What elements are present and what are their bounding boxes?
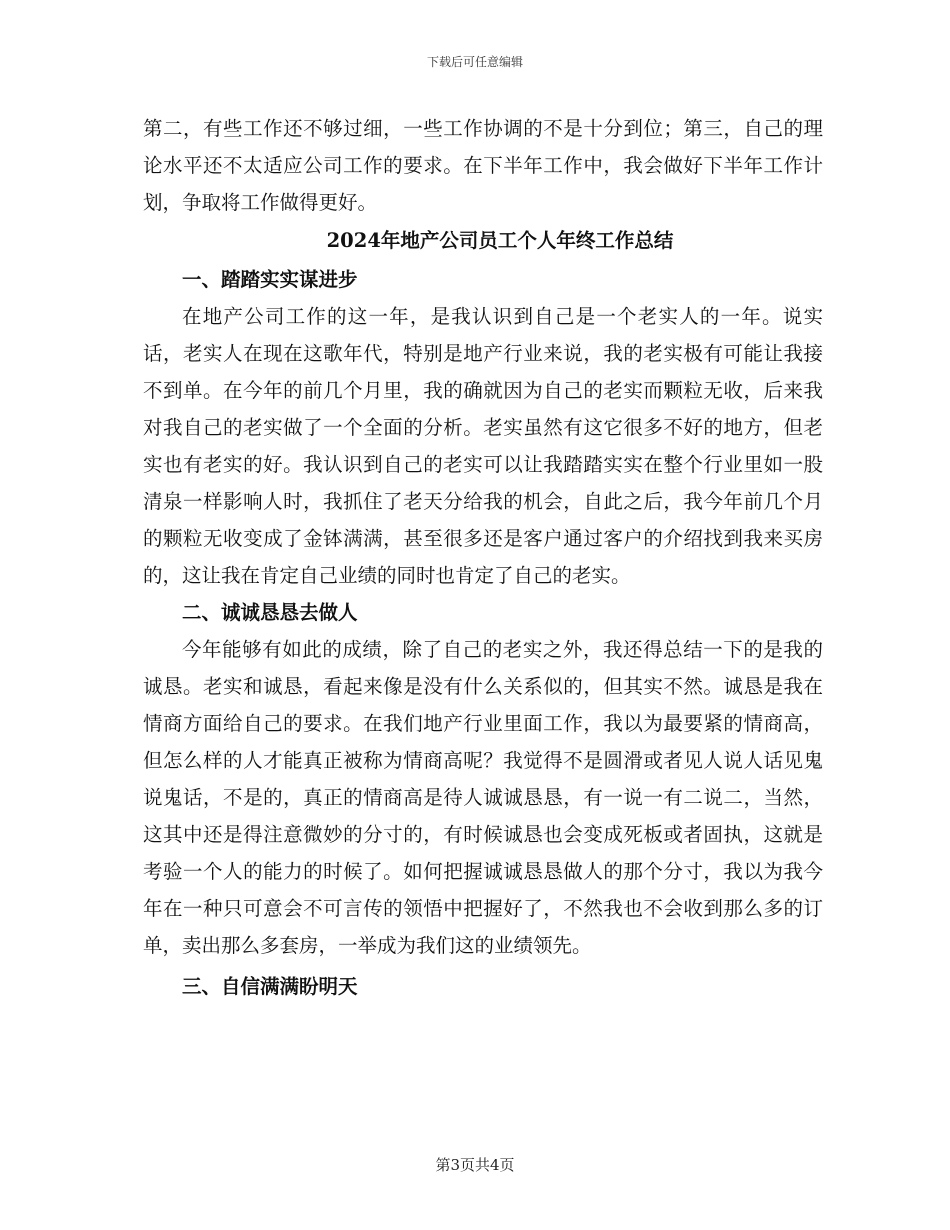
- section-2-paragraph: 今年能够有如此的成绩，除了自己的老实之外，我还得总结一下的是我的诚恳。老实和诚恳，看起来像是没有什么关系似的，但其实不然。诚恳是我在情商方面给自己的要求。在我们地产行业里面工作，我以为最要紧的情商高，但怎么样的人才能真正被称为情商高呢？我觉得不是圆滑或者见人说人话见鬼说鬼话，不是的，真正的情商高是待人诚诚恳恳，有一说一有二说二，当然，这其中还是得注意微妙的分寸的，有时候诚恳也会变成死板或者固执，这就是考验一个人的能力的时候了。如何把握诚诚恳恳做人的那个分寸，我以为我今年在一种只可意会不可言传的领悟中把握好了，不然我也不会收到那么多的订单，卖出那么多套房，一举成为我们这的业绩领先。: [143, 638, 823, 957]
- section-2-heading: 二、诚诚恳恳去做人: [182, 601, 358, 624]
- section-1-heading: 一、踏踏实实谋进步: [182, 268, 358, 291]
- page-number: 第3页共4页: [435, 1156, 515, 1174]
- page-header-note: 下载后可任意编辑: [426, 55, 523, 69]
- intro-paragraph: 第二，有些工作还不够过细，一些工作协调的不是十分到位；第三，自己的理论水平还不太适应公司工作的要求。在下半年工作中，我会做好下半年工作计划，争取将工作做得更好。: [143, 117, 823, 214]
- section-3-heading: 三、自信满满盼明天: [182, 975, 358, 998]
- document-title: 2024年地产公司员工个人年终工作总结: [326, 229, 674, 252]
- section-1-paragraph: 在地产公司工作的这一年，是我认识到自己是一个老实人的一年。说实话，老实人在现在这歌年代，特别是地产行业来说，我的老实极有可能让我接不到单。在今年的前几个月里，我的确就因为自己的老实而颗粒无收，后来我对我自己的老实做了一个全面的分析。老实虽然有这它很多不好的地方，但老实也有老实的好。我认识到自己的老实可以让我踏踏实实在整个行业里如一股清泉一样影响人时，我抓住了老天分给我的机会，自此之后，我今年前几个月的颗粒无收变成了金钵满满，甚至很多还是客户通过客户的介绍找到我来买房的，这让我在肯定自己业绩的同时也肯定了自己的老实。: [143, 305, 823, 587]
- document-body: [143, 110, 823, 1005]
